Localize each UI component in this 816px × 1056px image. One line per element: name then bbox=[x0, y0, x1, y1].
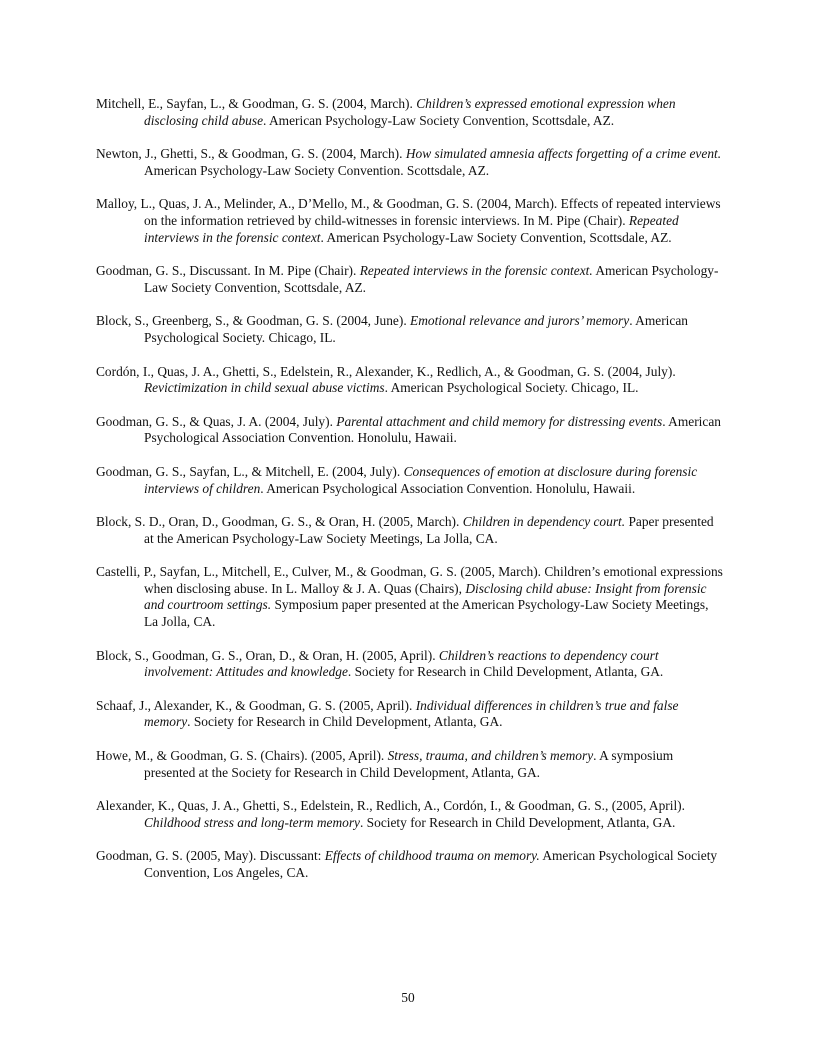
reference-entry-5 bbox=[96, 313, 724, 346]
reference-venue: . American Psychology-Law Society Convention, Scottsdale, AZ. bbox=[263, 112, 615, 128]
reference-authors: Newton, J., Ghetti, S., & Goodman, G. S. (2004, March). bbox=[96, 146, 406, 162]
reference-title: Disclosing child abuse: Insight from forensic and courtroom settings. bbox=[144, 580, 707, 613]
reference-title: Children’s expressed emotional expression when disclosing child abuse bbox=[144, 96, 676, 128]
reference-title: Effects of childhood trauma on memory. bbox=[324, 848, 540, 864]
reference-venue: American Psychology-Law Society Convention. Scottsdale, AZ. bbox=[144, 162, 490, 178]
reference-venue: . American Psychological Society. Chicago, IL. bbox=[144, 313, 688, 345]
reference-title: Repeated interviews in the forensic context. bbox=[359, 263, 593, 279]
reference-venue: Symposium paper presented at the American Psychology-Law Society Meetings, La Jolla, CA. bbox=[144, 597, 709, 630]
reference-authors: Alexander, K., Quas, J. A., Ghetti, S., Edelstein, R., Redlich, A., Cordón, I., & Goodman, G. S., (2005, April). bbox=[96, 798, 685, 814]
reference-title: Consequences of emotion at disclosure during forensic interviews of children bbox=[144, 463, 698, 496]
reference-venue: Paper presented at the American Psychology-Law Society Meetings, La Jolla, CA. bbox=[144, 514, 714, 546]
reference-venue: . American Psychological Association Convention. Honolulu, Hawaii. bbox=[260, 480, 636, 496]
reference-entry-2 bbox=[96, 146, 724, 179]
reference-authors: Mitchell, E., Sayfan, L., & Goodman, G. S. (2004, March). bbox=[96, 96, 417, 111]
reference-authors: Block, S. D., Oran, D., Goodman, G. S., & Oran, H. (2005, March). bbox=[96, 514, 463, 530]
page-number: 50 bbox=[401, 990, 415, 1005]
reference-authors: Howe, M., & Goodman, G. S. (Chairs). (2005, April). bbox=[96, 748, 388, 764]
reference-title: Children’s reactions to dependency court involvement: Attitudes and knowledge bbox=[144, 647, 659, 680]
reference-entry-9 bbox=[96, 514, 724, 547]
reference-title: Childhood stress and long-term memory bbox=[144, 814, 360, 830]
reference-title: Individual differences in children’s true and false memory bbox=[144, 697, 679, 730]
reference-authors: Castelli, P., Sayfan, L., Mitchell, E., Culver, M., & Goodman, G. S. (2005, March). Children’s emotional expressions when disclosing abuse. In L. Malloy & J. A. Quas (Chairs), bbox=[96, 564, 723, 596]
reference-venue: . American Psychology-Law Society Convention, Scottsdale, AZ. bbox=[320, 229, 672, 245]
reference-entry-8 bbox=[96, 464, 724, 497]
reference-entry-14 bbox=[96, 798, 724, 831]
reference-entry-6 bbox=[96, 364, 724, 397]
reference-venue: American Psychological Society Convention, Los Angeles, CA. bbox=[144, 848, 718, 880]
reference-entry-3 bbox=[96, 196, 724, 246]
reference-authors: Block, S., Greenberg, S., & Goodman, G. S. (2004, June). bbox=[96, 313, 411, 329]
reference-venue: . Society for Research in Child Development, Atlanta, GA. bbox=[347, 664, 664, 680]
reference-authors: Goodman, G. S., Discussant. In M. Pipe (Chair). bbox=[96, 263, 360, 279]
reference-venue: . American Psychological Association Convention. Honolulu, Hawaii. bbox=[144, 413, 721, 446]
reference-authors: Goodman, G. S., & Quas, J. A. (2004, July). bbox=[96, 413, 337, 429]
reference-title: Emotional relevance and jurors’ memory bbox=[410, 313, 630, 329]
reference-list bbox=[96, 96, 724, 899]
reference-entry-12 bbox=[96, 698, 724, 731]
reference-entry-11 bbox=[96, 648, 724, 681]
reference-authors: Goodman, G. S., Sayfan, L., & Mitchell, E. (2004, July). bbox=[96, 463, 404, 479]
reference-title: Stress, trauma, and children’s memory bbox=[387, 748, 594, 764]
reference-entry-10 bbox=[96, 564, 724, 630]
reference-authors: Block, S., Goodman, G. S., Oran, D., & Oran, H. (2005, April). bbox=[96, 647, 439, 663]
reference-venue: . Society for Research in Child Development, Atlanta, GA. bbox=[359, 814, 676, 830]
reference-venue: American Psychology-Law Society Convention, Scottsdale, AZ. bbox=[144, 263, 719, 295]
reference-venue: . A symposium presented at the Society for Research in Child Development, Atlanta, GA. bbox=[144, 748, 674, 780]
reference-authors: Schaaf, J., Alexander, K., & Goodman, G. S. (2005, April). bbox=[96, 697, 416, 713]
reference-venue: . Society for Research in Child Development, Atlanta, GA. bbox=[187, 714, 503, 730]
reference-entry-13 bbox=[96, 748, 724, 781]
reference-entry-7 bbox=[96, 414, 724, 447]
reference-entry-4 bbox=[96, 263, 724, 296]
reference-title: Revictimization in child sexual abuse victims bbox=[144, 380, 385, 396]
reference-title: Children in dependency court. bbox=[462, 514, 626, 530]
reference-authors: Goodman, G. S. (2005, May). Discussant: bbox=[96, 848, 325, 864]
reference-venue: . American Psychological Society. Chicago, IL. bbox=[384, 380, 639, 396]
reference-entry-1 bbox=[96, 96, 724, 129]
reference-entry-15 bbox=[96, 848, 724, 881]
reference-title: How simulated amnesia affects forgetting of a crime event. bbox=[405, 146, 722, 162]
reference-title: Parental attachment and child memory for distressing events bbox=[336, 413, 663, 429]
reference-authors: Cordón, I., Quas, J. A., Ghetti, S., Edelstein, R., Alexander, K., Redlich, A., & Goodman, G. S. (2004, July). bbox=[96, 363, 676, 379]
reference-title: Repeated interviews in the forensic context bbox=[144, 212, 679, 245]
reference-authors: Malloy, L., Quas, J. A., Melinder, A., D’Mello, M., & Goodman, G. S. (2004, March). Effects of repeated interviews on the information retrieved by child-witnesses in forensic interviews. In M. Pipe (Chair). bbox=[96, 196, 721, 228]
